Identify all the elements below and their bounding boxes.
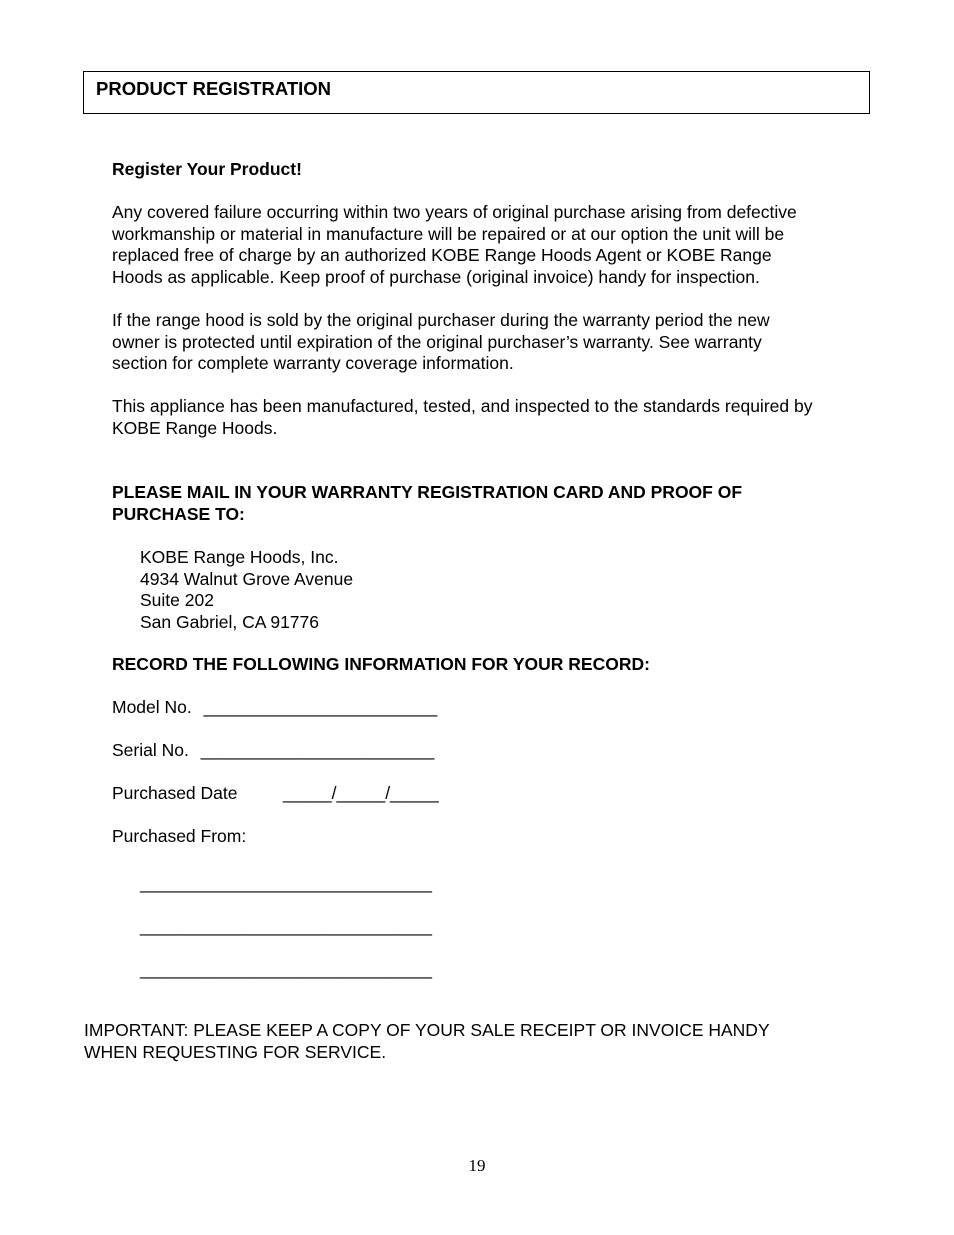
paragraph-line: owner is protected until expiration of the original purchaser’s warranty. See warranty [112, 331, 762, 352]
paragraph-line: If the range hood is sold by the original purchaser during the warranty period the new [112, 310, 770, 330]
important-notice [84, 1020, 884, 1063]
mail-heading-line: PLEASE MAIL IN YOUR WARRANTY REGISTRATION CARD AND PROOF OF [112, 482, 743, 502]
warranty-paragraph-1 [112, 202, 872, 288]
important-line: IMPORTANT: PLEASE KEEP A COPY OF YOUR SALE RECEIPT OR INVOICE HANDY [84, 1020, 770, 1040]
address-city: San Gabriel, CA 91776 [140, 611, 320, 632]
paragraph-line: KOBE Range Hoods. [112, 417, 278, 438]
address-street: 4934 Walnut Grove Avenue [140, 568, 354, 589]
warranty-paragraph-3 [112, 396, 872, 439]
serial-number-field[interactable]: ________________________ [200, 740, 435, 760]
serial-number-row [112, 740, 434, 762]
model-number-label: Model No. [112, 697, 192, 717]
serial-number-label: Serial No. [112, 740, 189, 760]
purchased-date-label: Purchased Date [112, 783, 238, 803]
section-header-box [83, 71, 870, 114]
paragraph-line: replaced free of charge by an authorized KOBE Range Hoods Agent or KOBE Range [112, 245, 772, 265]
paragraph-line: section for complete warranty coverage information. [112, 353, 514, 373]
page-number: 19 [468, 1156, 486, 1175]
paragraph-line: Hoods as applicable. Keep proof of purchase (original invoice) handy for inspection. [112, 266, 760, 287]
paragraph-line: This appliance has been manufactured, tested, and inspected to the standards required by [112, 396, 813, 416]
model-number-row [112, 697, 437, 719]
purchased-date-row [112, 783, 439, 805]
mailing-address [140, 547, 353, 633]
register-heading: Register Your Product! [112, 159, 302, 179]
model-number-field[interactable]: ________________________ [203, 697, 438, 717]
paragraph-line: workmanship or material in manufacture will be repaired or at our option the unit will be [112, 223, 785, 244]
purchased-date-field[interactable]: _____/_____/_____ [283, 783, 439, 803]
mail-heading-line: PURCHASE TO: [112, 503, 245, 524]
paragraph-line: Any covered failure occurring within two years of original purchase arising from defective [112, 202, 797, 222]
purchased-from-field-2[interactable]: ______________________________ [140, 916, 432, 936]
warranty-paragraph-2 [112, 310, 872, 375]
important-line: WHEN REQUESTING FOR SERVICE. [84, 1041, 387, 1062]
address-suite: Suite 202 [140, 590, 214, 610]
purchased-from-field-3[interactable]: ______________________________ [140, 959, 432, 979]
record-heading: RECORD THE FOLLOWING INFORMATION FOR YOUR RECORD: [112, 654, 650, 674]
address-company: KOBE Range Hoods, Inc. [140, 547, 339, 567]
section-title: PRODUCT REGISTRATION [96, 78, 332, 99]
mail-heading [112, 482, 872, 525]
purchased-from-field-1[interactable]: ______________________________ [140, 873, 432, 893]
purchased-from-label: Purchased From: [112, 826, 247, 846]
